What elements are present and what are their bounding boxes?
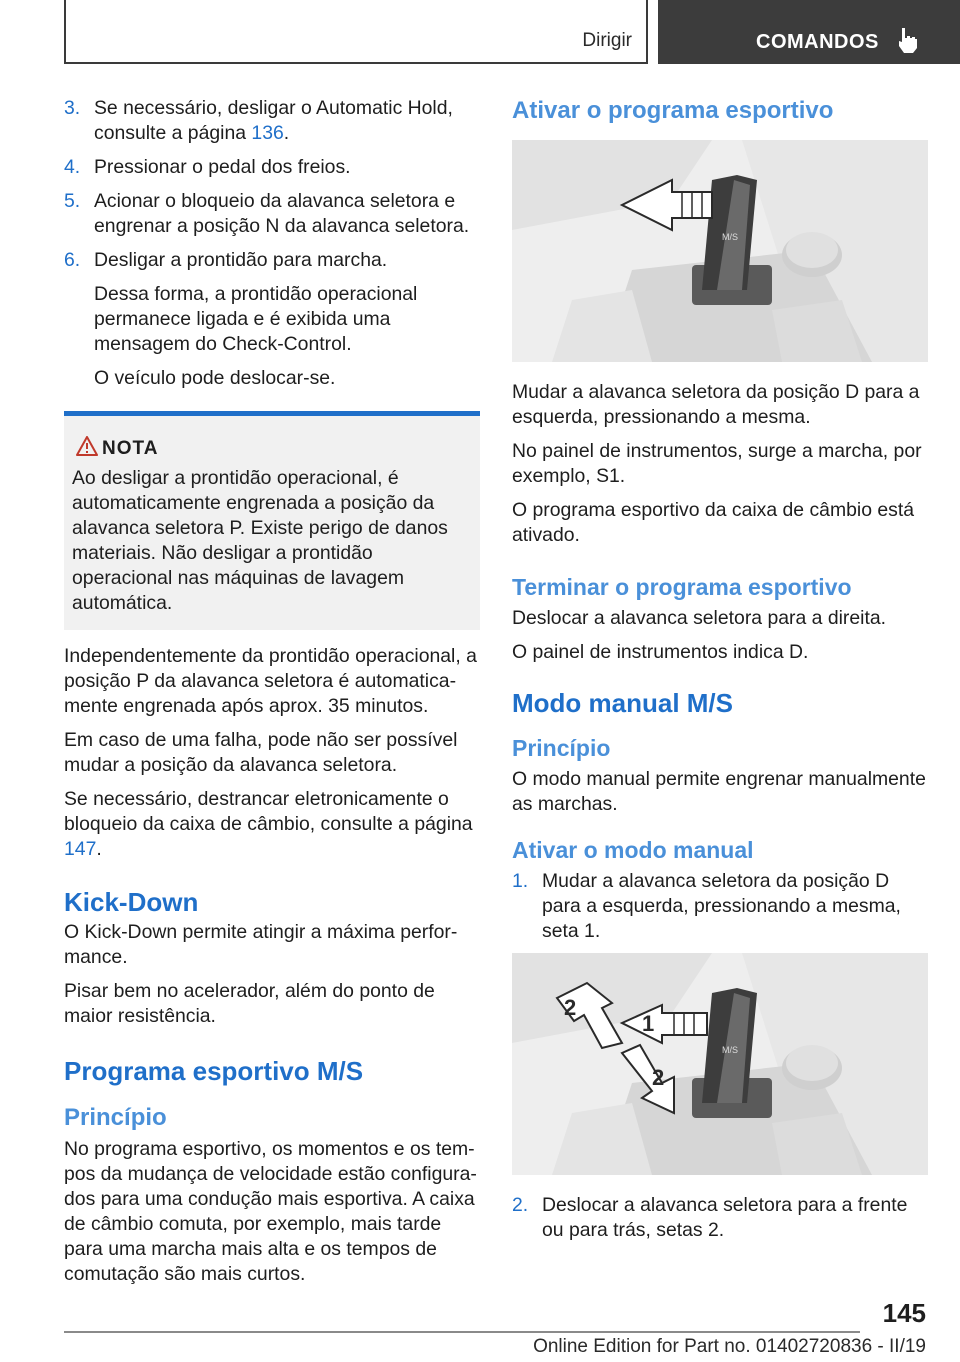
step6-paragraph-1: Dessa forma, a prontidão operacional permanece ligada e é exibida uma mensagem do Check-Control.	[94, 283, 418, 355]
chapter-tab-label: COMANDOS	[756, 31, 879, 53]
list-number: 4.	[64, 156, 81, 178]
hand-pointer-icon	[896, 26, 920, 54]
list-text: Desligar a prontidão para marcha.	[94, 249, 388, 271]
paragraph	[64, 787, 480, 862]
heading-principle: Princípio	[64, 1104, 167, 1131]
lever-label: M/S	[722, 232, 739, 242]
gear-lever-figure-2	[512, 953, 928, 1175]
paragraph: Deslocar a alavanca seletora para a direita.	[512, 607, 887, 629]
gear-lever-figure-1	[512, 140, 928, 362]
page-link-147[interactable]: 147	[64, 838, 97, 860]
heading-sport-program: Programa esportivo M/S	[64, 1056, 364, 1086]
right-column	[512, 96, 928, 1252]
heading-end-sport: Terminar o programa esportivo	[512, 574, 852, 600]
heading-manual-mode: Modo manual M/S	[512, 688, 733, 718]
heading-activate-sport: Ativar o programa esportivo	[512, 97, 834, 124]
paragraph: No painel de instrumentos, surge a marcha, por exemplo, S1.	[512, 440, 922, 487]
paragraph: Mudar a alavanca seletora da posição D para a esquerda, pressionando a mesma.	[512, 381, 920, 428]
arrow-label-2a: 2	[564, 995, 577, 1020]
paragraph: O painel de instrumentos indica D.	[512, 641, 809, 663]
warning-icon	[76, 436, 98, 456]
page-number: 145	[882, 1298, 926, 1328]
note-title-text: NOTA	[102, 438, 159, 459]
left-column	[64, 96, 480, 1296]
paragraph: Pisar bem no acelerador, além do ponto de maior resistência.	[64, 980, 435, 1027]
paragraph: No programa esportivo, os momentos e os tempos da mudança de velocidade estão configurados para uma condução mais esportiva. A caixa de câmbio comuta, por exemplo, mais tarde para uma marcha mais alta e os tempos de comutação são mais curtos.	[64, 1138, 477, 1285]
footer-divider	[64, 1331, 860, 1333]
paragraph-text: Se necessário, destrancar eletronicamente o bloqueio da caixa de câmbio, consulte a página	[64, 788, 473, 835]
list-number: 6.	[64, 249, 81, 271]
arrow-label-2b: 2	[652, 1065, 665, 1090]
list-number: 1.	[512, 870, 529, 892]
paragraph-text-end: .	[96, 838, 102, 860]
list-item	[64, 189, 480, 239]
list-text: Se necessário, desligar o Automatic Hold, consulte a página	[94, 97, 453, 144]
list-text: Deslocar a alavanca seletora para a frente ou para trás, setas 2.	[542, 1194, 908, 1241]
header-section-label: Dirigir	[582, 30, 632, 51]
heading-activate-manual: Ativar o modo manual	[512, 837, 754, 863]
list-item	[64, 96, 480, 146]
arrow-label-1: 1	[642, 1011, 655, 1036]
footer-edition: Online Edition for Part no. 01402720836 - II/19	[533, 1336, 926, 1357]
paragraph: Em caso de uma falha, pode não ser possível mudar a posição da alavanca seletora.	[64, 729, 458, 776]
header-frame	[64, 0, 648, 64]
note-title	[102, 438, 472, 460]
list-number: 2.	[512, 1194, 529, 1216]
list-text: Acionar o bloqueio da alavanca seletora e engrenar a posição N da alavanca seletora.	[94, 190, 470, 237]
list-number: 3.	[64, 97, 81, 119]
paragraph: Independentemente da prontidão operacional, a posição P da alavanca seletora é automaticamente engrenada após aprox. 35 minutos.	[64, 645, 477, 717]
paragraph: O Kick-Down permite atingir a máxima performance.	[64, 921, 458, 968]
list-item	[512, 1193, 928, 1243]
list-text-end: .	[283, 122, 290, 144]
lever-label: M/S	[722, 1045, 739, 1055]
page-link-136[interactable]: 136	[251, 122, 284, 144]
heading-principle: Princípio	[512, 735, 611, 761]
list-number: 5.	[64, 190, 81, 212]
step6-paragraph-2: O veículo pode deslocar-se.	[94, 367, 336, 389]
list-item	[64, 155, 480, 180]
heading-kick-down: Kick-Down	[64, 887, 199, 917]
list-text: Mudar a alavanca seletora da posição D para a esquerda, pressionando a mesma, seta 1.	[542, 870, 901, 942]
paragraph: O modo manual permite engrenar manualmente as marchas.	[512, 768, 926, 815]
list-item	[64, 248, 480, 273]
note-text: Ao desligar a prontidão operacional, é automaticamente engrenada a posição da alavanca seletora P. Existe perigo de danos materiais. Não desligar a prontidão operacional nas máquinas de lavagem automática.	[72, 467, 448, 614]
paragraph: O programa esportivo da caixa de câmbio está ativado.	[512, 499, 915, 546]
note-box	[64, 411, 480, 630]
list-item	[512, 869, 928, 944]
list-text: Pressionar o pedal dos freios.	[94, 156, 351, 178]
